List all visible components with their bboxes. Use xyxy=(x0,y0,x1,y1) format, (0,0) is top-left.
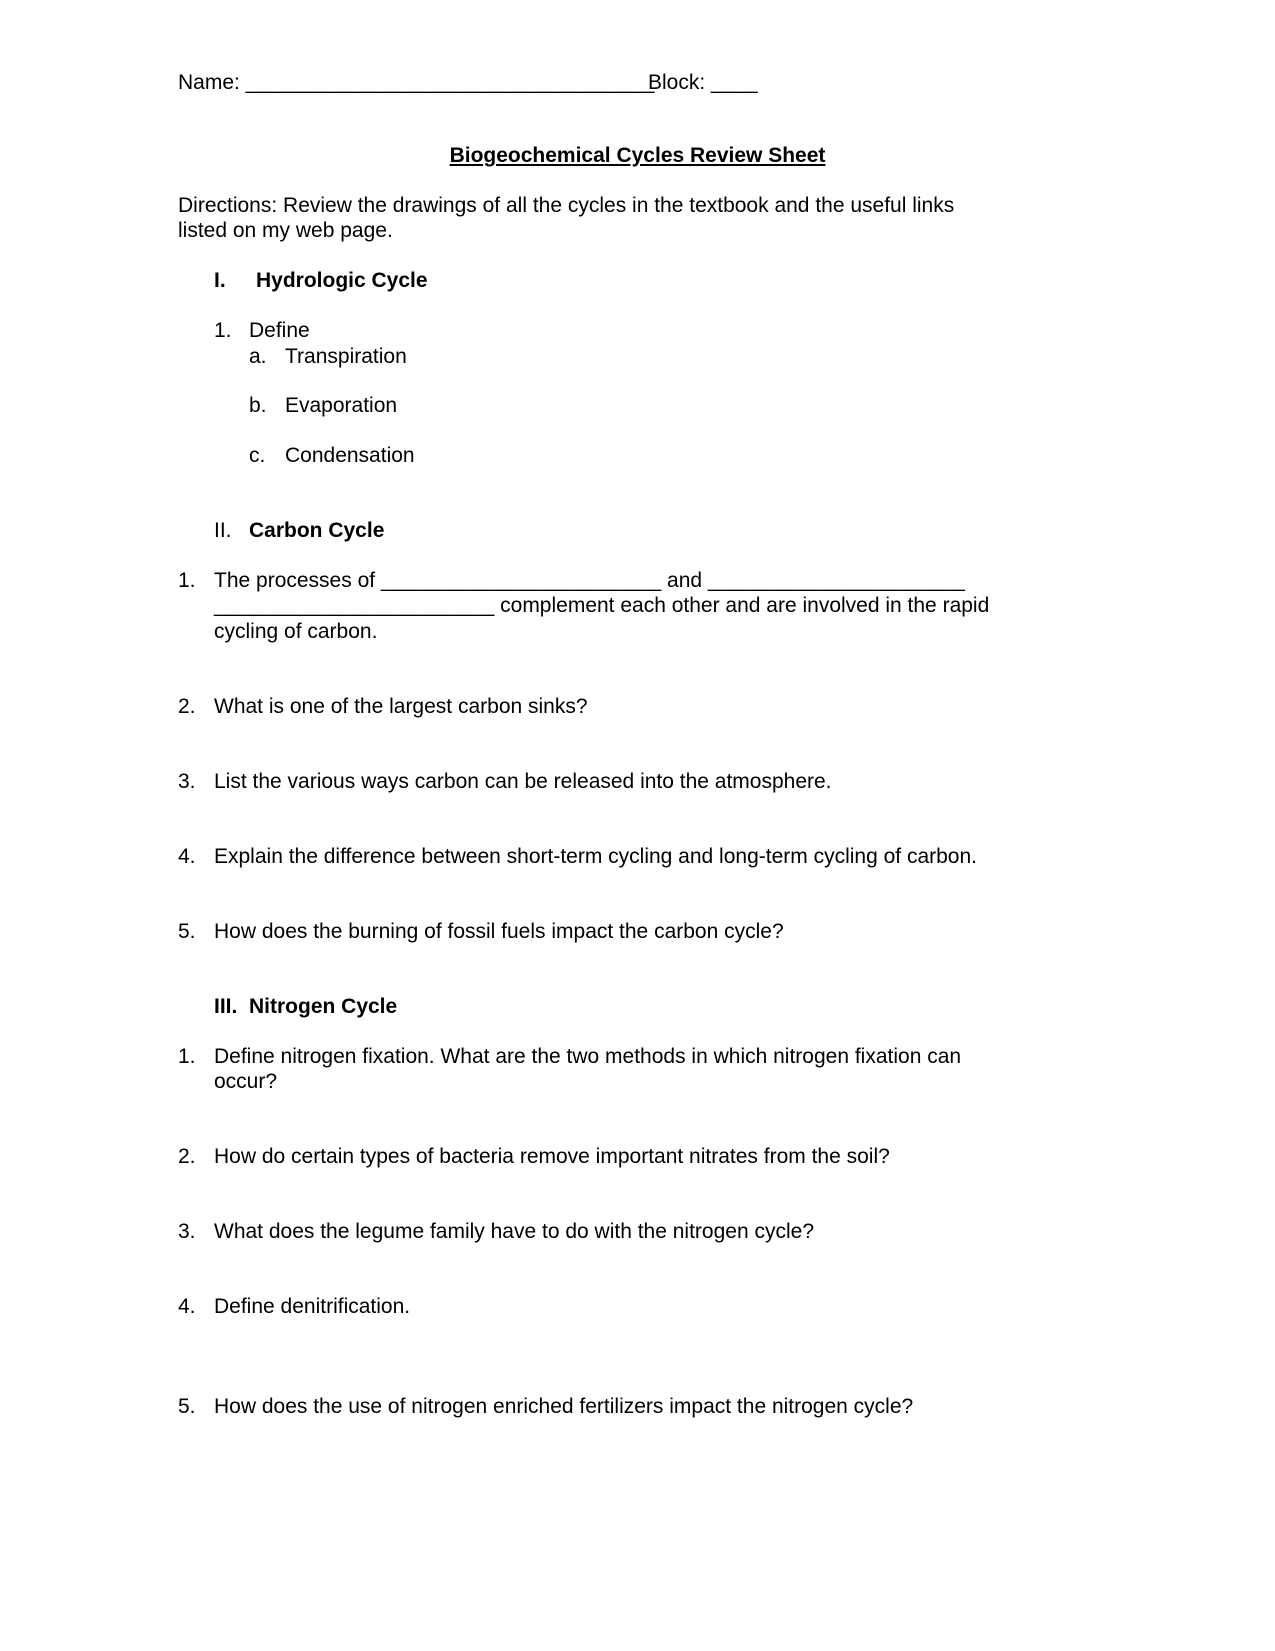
s3-q1-number: 1. xyxy=(178,1045,196,1068)
section-2-numeral: II. xyxy=(214,519,232,542)
s2-q4-text: Explain the difference between short-term cycling and long-term cycling of carbon. xyxy=(214,845,978,868)
section-3-heading: Nitrogen Cycle xyxy=(249,995,398,1018)
s2-q1-line-2: ________________________ complement each other and are involved in the rapid xyxy=(214,594,990,617)
name-field-label: Name: ___________________________________ xyxy=(178,71,655,94)
s2-q2-number: 2. xyxy=(178,695,196,718)
s2-q3-text: List the various ways carbon can be released into the atmosphere. xyxy=(214,770,832,793)
directions-line-1: Directions: Review the drawings of all the cycles in the textbook and the useful links xyxy=(178,194,955,217)
s1-sub-c-letter: c. xyxy=(249,444,266,467)
directions-line-2: listed on my web page. xyxy=(178,219,393,242)
s3-q2-text: How do certain types of bacteria remove important nitrates from the soil? xyxy=(214,1145,890,1168)
s3-q3-text: What does the legume family have to do with the nitrogen cycle? xyxy=(214,1220,814,1243)
s3-q1-line-1: Define nitrogen fixation. What are the two methods in which nitrogen fixation can xyxy=(214,1045,962,1068)
s2-q1-number: 1. xyxy=(178,569,196,592)
section-1-numeral: I. xyxy=(214,269,226,292)
s1-sub-c-text: Condensation xyxy=(285,444,415,467)
s3-q2-number: 2. xyxy=(178,1145,196,1168)
s2-q3-number: 3. xyxy=(178,770,196,793)
s3-q4-text: Define denitrification. xyxy=(214,1295,411,1318)
s1-sub-a-text: Transpiration xyxy=(285,345,407,368)
block-field-label: Block: ____ xyxy=(648,71,758,94)
s1-sub-b-letter: b. xyxy=(249,394,267,417)
s3-q5-text: How does the use of nitrogen enriched fertilizers impact the nitrogen cycle? xyxy=(214,1395,914,1418)
section-1-heading: Hydrologic Cycle xyxy=(256,269,428,292)
s2-q2-text: What is one of the largest carbon sinks? xyxy=(214,695,588,718)
s2-q4-number: 4. xyxy=(178,845,196,868)
s3-q4-number: 4. xyxy=(178,1295,196,1318)
s1-question-text: Define xyxy=(249,319,310,342)
s3-q1-line-2: occur? xyxy=(214,1070,278,1093)
s2-q5-text: How does the burning of fossil fuels impact the carbon cycle? xyxy=(214,920,784,943)
section-2-heading: Carbon Cycle xyxy=(249,519,385,542)
s2-q5-number: 5. xyxy=(178,920,196,943)
section-3-numeral: III. xyxy=(214,995,238,1018)
s2-q1-line-3: cycling of carbon. xyxy=(214,620,378,643)
s1-question-number: 1. xyxy=(214,319,232,342)
s1-sub-a-letter: a. xyxy=(249,345,267,368)
s3-q5-number: 5. xyxy=(178,1395,196,1418)
page-title: Biogeochemical Cycles Review Sheet xyxy=(449,144,826,167)
s1-sub-b-text: Evaporation xyxy=(285,394,398,417)
s3-q3-number: 3. xyxy=(178,1220,196,1243)
s2-q1-line-1: The processes of ________________________ and ______________________ xyxy=(214,569,965,592)
